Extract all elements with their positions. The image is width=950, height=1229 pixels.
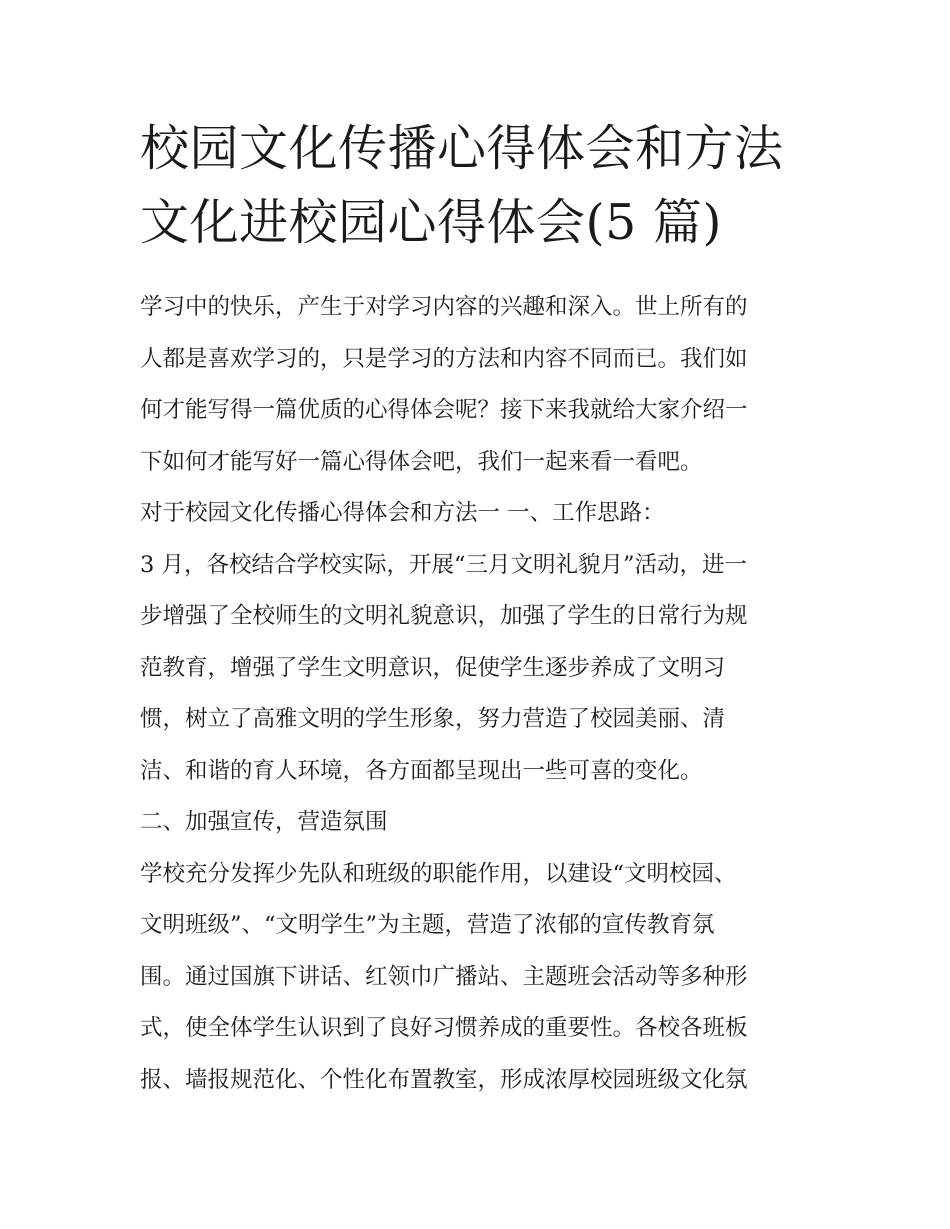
body-line: 惯，树立了高雅文明的学生形象，努力营造了校园美丽、清	[140, 706, 726, 732]
section-heading-work-ideas: 对于校园文化传播心得体会和方法一 一、工作思路：	[140, 500, 665, 526]
title-line-2: 文化进校园心得体会(5 篇)	[140, 194, 722, 251]
body-line: 报、墙报规范化、个性化布置教室，形成浓厚校园班级文化氛	[140, 1066, 748, 1093]
section-heading-publicity: 二、加强宣传，营造氛围	[140, 809, 388, 835]
body-line: 学校充分发挥少先队和班级的职能作用，以建设“文明校园、	[140, 860, 737, 887]
body-line: 步增强了全校师生的文明礼貌意识，加强了学生的日常行为规	[140, 603, 748, 629]
body-line: 围。通过国旗下讲话、红领巾广播站、主题班会活动等多种形	[140, 963, 748, 990]
body-line: 洁、和谐的育人环境，各方面都呈现出一些可喜的变化。	[140, 757, 703, 784]
body-line: 3 月，各校结合学校实际，开展“三月文明礼貌月”活动，进一	[140, 551, 747, 578]
body-line: 学习中的快乐，产生于对学习内容的兴趣和深入。世上所有的	[140, 294, 748, 320]
body-line: 下如何才能写好一篇心得体会吧，我们一起来看一看吧。	[140, 448, 703, 475]
body-line: 范教育，增强了学生文明意识，促使学生逐步养成了文明习	[140, 654, 726, 681]
body-line: 式，使全体学生认识到了良好习惯养成的重要性。各校各班板	[140, 1015, 748, 1041]
document-title	[140, 112, 820, 260]
body-line: 人都是喜欢学习的，只是学习的方法和内容不同而已。我们如	[140, 345, 748, 372]
body-line: 文明班级”、“文明学生”为主题，营造了浓郁的宣传教育氛	[140, 912, 715, 938]
title-line-1: 校园文化传播心得体会和方法	[140, 120, 784, 177]
document-body	[140, 282, 820, 1106]
body-line: 何才能写得一篇优质的心得体会呢？接下来我就给大家介绍一	[140, 397, 748, 423]
